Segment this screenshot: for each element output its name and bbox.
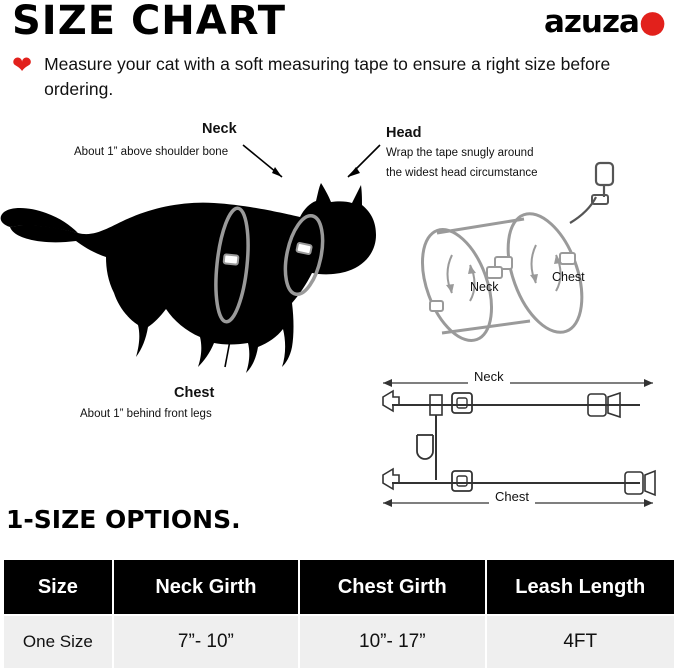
table-header-leash-length: Leash Length — [486, 560, 675, 615]
instruction-text: Measure your cat with a soft measuring tape to ensure a right size before ordering. — [44, 54, 611, 99]
table-header-size: Size — [4, 560, 113, 615]
size-table — [4, 560, 674, 668]
brand-name: azuza — [543, 4, 639, 40]
harness-flat-neck-label: Neck — [468, 369, 510, 384]
table-header-chest-girth: Chest Girth — [299, 560, 485, 615]
harness3d-neck-label: Neck — [470, 280, 499, 294]
harness3d-chest-label: Chest — [552, 270, 585, 284]
table-row — [4, 615, 674, 668]
cell-leash-length: 4FT — [486, 615, 675, 668]
cat-neck-note: About 1” above shoulder bone — [74, 146, 229, 158]
brand-logo — [544, 4, 665, 40]
cell-neck-girth: 7”- 10” — [113, 615, 299, 668]
header — [0, 0, 679, 46]
instruction-row — [12, 52, 667, 102]
cat-chest-label: Chest — [174, 385, 215, 401]
cat-head-note-1: Wrap the tape snugly around — [386, 147, 534, 159]
options-heading: 1-SIZE OPTIONS. — [6, 505, 241, 534]
harness-flat-chest-label: Chest — [489, 489, 535, 504]
cat-head-label: Head — [386, 125, 422, 141]
illustration-area — [0, 105, 679, 540]
cat-neck-label: Neck — [202, 121, 237, 137]
heart-icon: ❤ — [12, 52, 33, 79]
harness-flat-diagram — [0, 105, 679, 540]
brand-dot-icon: ● — [638, 4, 665, 40]
table-header-row — [4, 560, 674, 615]
cat-head-note-2: the widest head circumstance — [386, 167, 538, 179]
cell-chest-girth: 10”- 17” — [299, 615, 485, 668]
table-header-neck-girth: Neck Girth — [113, 560, 299, 615]
cell-size: One Size — [4, 615, 113, 668]
page-title: SIZE CHART — [12, 0, 287, 44]
cat-chest-note: About 1” behind front legs — [80, 408, 212, 420]
